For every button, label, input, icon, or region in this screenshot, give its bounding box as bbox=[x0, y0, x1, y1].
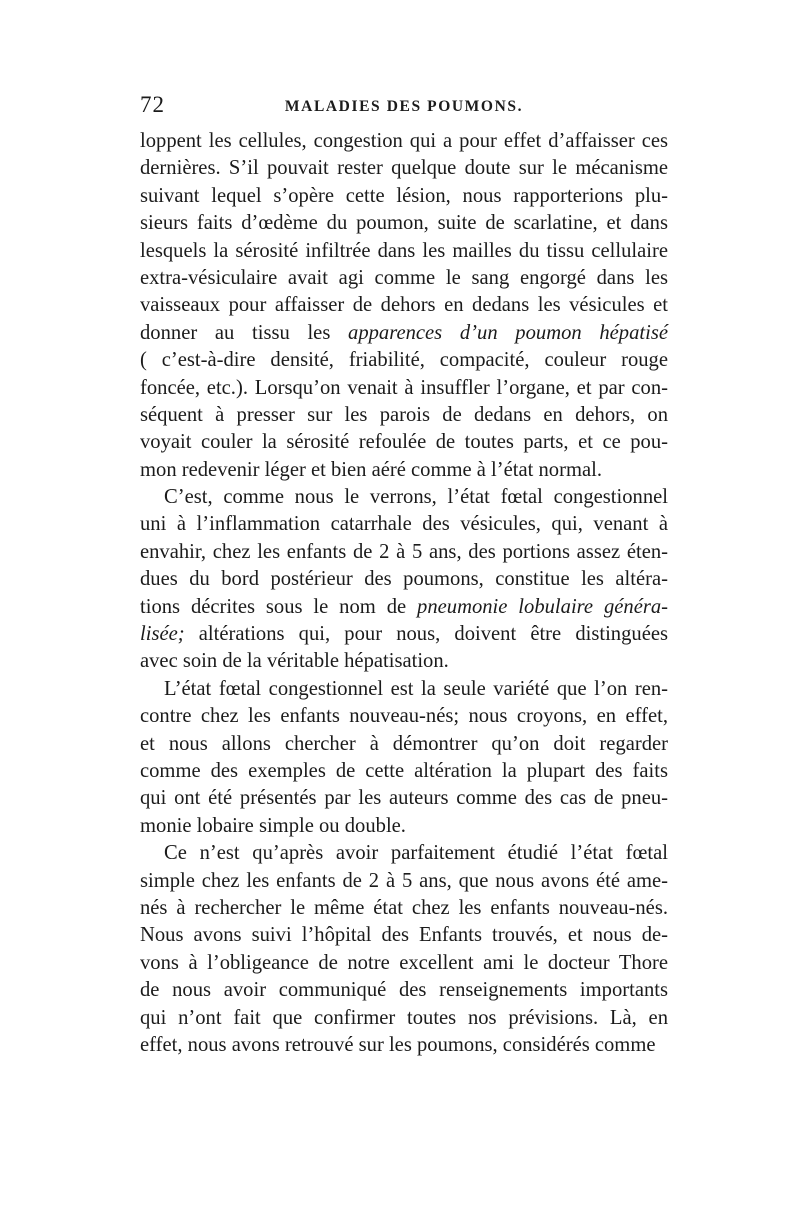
text-segment: lesquels la sérosité infiltrée dans les mailles du tissu cellulaire bbox=[140, 239, 668, 262]
book-page bbox=[140, 92, 668, 1059]
text-line bbox=[140, 1005, 668, 1032]
text-segment: contre chez les enfants nouveau-nés; nous croyons, en effet, bbox=[140, 705, 668, 728]
text-line bbox=[140, 950, 668, 977]
text-line bbox=[140, 375, 668, 402]
text-segment: simple chez les enfants de 2 à 5 ans, que nous avons été ame- bbox=[140, 869, 668, 892]
text-line bbox=[140, 840, 668, 867]
text-segment: séquent à presser sur les parois de dedans en dehors, on bbox=[140, 403, 668, 426]
text-segment: monie lobaire simple ou double. bbox=[140, 814, 406, 837]
text-line bbox=[140, 676, 668, 703]
text-segment: de nous avoir communiqué des renseignements importants bbox=[140, 979, 668, 1002]
text-segment: qui ont été présentés par les auteurs comme des cas de pneu- bbox=[140, 787, 668, 810]
italic-text: lisée; bbox=[140, 623, 185, 646]
paragraph bbox=[140, 840, 668, 1059]
text-line bbox=[140, 402, 668, 429]
text-segment: extra-vésiculaire avait agi comme le sang engorgé dans les bbox=[140, 266, 668, 289]
text-segment: donner au tissu les bbox=[140, 321, 349, 344]
text-line bbox=[140, 868, 668, 895]
text-line bbox=[140, 292, 668, 319]
text-segment: C’est, comme nous le verrons, l’état fœtal congestionnel bbox=[164, 486, 668, 509]
text-line bbox=[140, 539, 668, 566]
text-line bbox=[140, 511, 668, 538]
text-segment: uni à l’inflammation catarrhale des vésicules, qui, venant à bbox=[140, 513, 668, 536]
text-line bbox=[140, 621, 668, 648]
text-segment: ( c’est-à-dire densité, friabilité, compacité, couleur rouge bbox=[140, 349, 668, 372]
text-segment: Ce n’est qu’après avoir parfaitement étudié l’état fœtal bbox=[164, 842, 668, 865]
text-line bbox=[140, 265, 668, 292]
italic-text: apparences d’un poumon hépatisé bbox=[348, 321, 668, 344]
page-number: 72 bbox=[140, 92, 165, 117]
text-line bbox=[140, 320, 668, 347]
text-line bbox=[140, 977, 668, 1004]
text-line bbox=[140, 922, 668, 949]
text-segment: L’état fœtal congestionnel est la seule variété que l’on ren- bbox=[164, 677, 668, 700]
text-segment: Nous avons suivi l’hôpital des Enfants trouvés, et nous de- bbox=[140, 924, 668, 947]
text-line bbox=[140, 347, 668, 374]
text-line bbox=[140, 895, 668, 922]
text-line bbox=[140, 594, 668, 621]
text-line bbox=[140, 128, 668, 155]
text-line bbox=[140, 648, 668, 675]
text-segment: dernières. S’il pouvait rester quelque doute sur le mécanisme bbox=[140, 157, 668, 180]
text-segment: loppent les cellules, congestion qui a pour effet d’affaisser ces bbox=[140, 130, 668, 152]
text-segment: avec soin de la véritable hépatisation. bbox=[140, 650, 449, 673]
text-line bbox=[140, 1032, 668, 1059]
text-segment: suivant lequel s’opère cette lésion, nous rapporterions plu- bbox=[140, 184, 668, 207]
running-head bbox=[140, 92, 668, 126]
text-segment: foncée, etc.). Lorsqu’on venait à insuffler l’organe, et par con- bbox=[140, 376, 668, 399]
text-line bbox=[140, 457, 668, 484]
text-line bbox=[140, 155, 668, 182]
text-line bbox=[140, 566, 668, 593]
text-line bbox=[140, 785, 668, 812]
text-segment: dues du bord postérieur des poumons, constitue les altéra- bbox=[140, 568, 668, 591]
italic-text: pneumonie lobulaire généra- bbox=[417, 595, 668, 618]
text-segment: envahir, chez les enfants de 2 à 5 ans, des portions assez éten- bbox=[140, 540, 668, 563]
text-segment: mon redevenir léger et bien aéré comme à l’état normal. bbox=[140, 458, 602, 481]
text-line bbox=[140, 429, 668, 456]
text-segment: nés à rechercher le même état chez les enfants nouveau-nés. bbox=[140, 896, 668, 919]
text-line bbox=[140, 484, 668, 511]
text-segment: vaisseaux pour affaisser de dehors en dedans les vésicules et bbox=[140, 294, 668, 317]
paragraph bbox=[140, 128, 668, 484]
text-segment: qui n’ont fait que confirmer toutes nos prévisions. Là, en bbox=[140, 1006, 668, 1029]
text-segment: tions décrites sous le nom de bbox=[140, 595, 418, 618]
text-line bbox=[140, 703, 668, 730]
text-segment: vons à l’obligeance de notre excellent ami le docteur Thore bbox=[140, 951, 668, 974]
text-segment: voyait couler la sérosité refoulée de toutes parts, et ce pou- bbox=[140, 431, 668, 454]
running-title: MALADIES DES POUMONS. bbox=[284, 98, 524, 115]
text-segment: effet, nous avons retrouvé sur les poumons, considérés comme bbox=[140, 1033, 656, 1056]
paragraph bbox=[140, 676, 668, 840]
text-segment: et nous allons chercher à démontrer qu’on doit regarder bbox=[140, 732, 668, 755]
text-segment: altérations qui, pour nous, doivent être distinguées bbox=[184, 623, 668, 646]
text-line bbox=[140, 731, 668, 758]
text-line bbox=[140, 210, 668, 237]
text-line bbox=[140, 813, 668, 840]
text-segment: comme des exemples de cette altération la plupart des faits bbox=[140, 759, 668, 782]
text-body bbox=[140, 128, 668, 1059]
text-segment: sieurs faits d’œdème du poumon, suite de scarlatine, et dans bbox=[140, 212, 668, 235]
paragraph bbox=[140, 484, 668, 676]
text-line bbox=[140, 238, 668, 265]
text-line bbox=[140, 758, 668, 785]
text-line bbox=[140, 183, 668, 210]
